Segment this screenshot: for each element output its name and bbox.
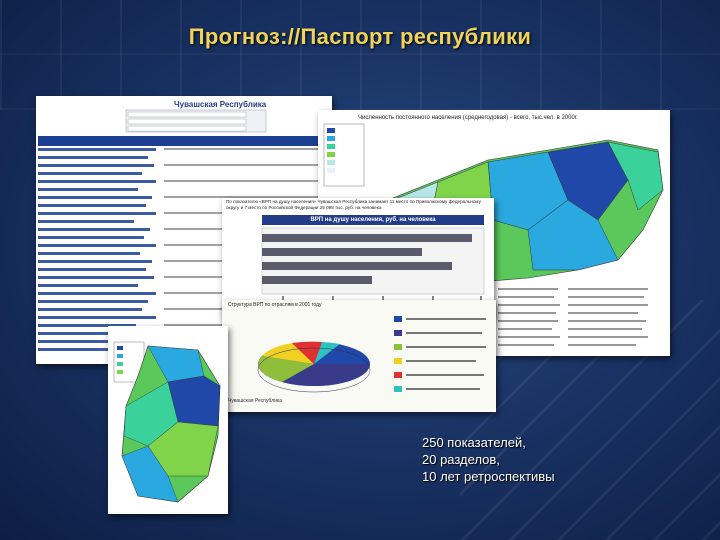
russia-map-title: Численность постоянного населения (среднегодовая) - всего, тыс.чел. в 2000г. [358, 115, 578, 121]
bar-chart-caption: По показателю «ВРП на душу населения» Чувашская Республика занимает 11 место по Приволжскому федеральному округу и 7 место по Российской Федерации 25 098 тыс. руб. на человека [226, 199, 481, 210]
note-retrospective: 10 лет ретроспективы [422, 469, 555, 484]
region-map-image [108, 326, 228, 514]
slide-notes [422, 434, 555, 485]
bar-chart-header: ВРП на душу населения, руб. на человека [262, 215, 484, 225]
pie-chart-screenshot [222, 300, 496, 412]
pie-chart-footer: Чувашская Республика [228, 398, 282, 404]
table-screenshot-title: Чувашская Республика [174, 100, 267, 109]
pie-chart-image [222, 300, 496, 412]
pie-chart-caption: Структура ВРП по отраслям в 2001 году [228, 302, 322, 308]
slide-title: Прогноз://Паспорт республики [188, 24, 532, 49]
note-indicators: 250 показателей, [422, 435, 526, 450]
region-map-screenshot [108, 326, 228, 514]
note-sections: 20 разделов, [422, 452, 500, 467]
background-tiles [0, 0, 720, 110]
